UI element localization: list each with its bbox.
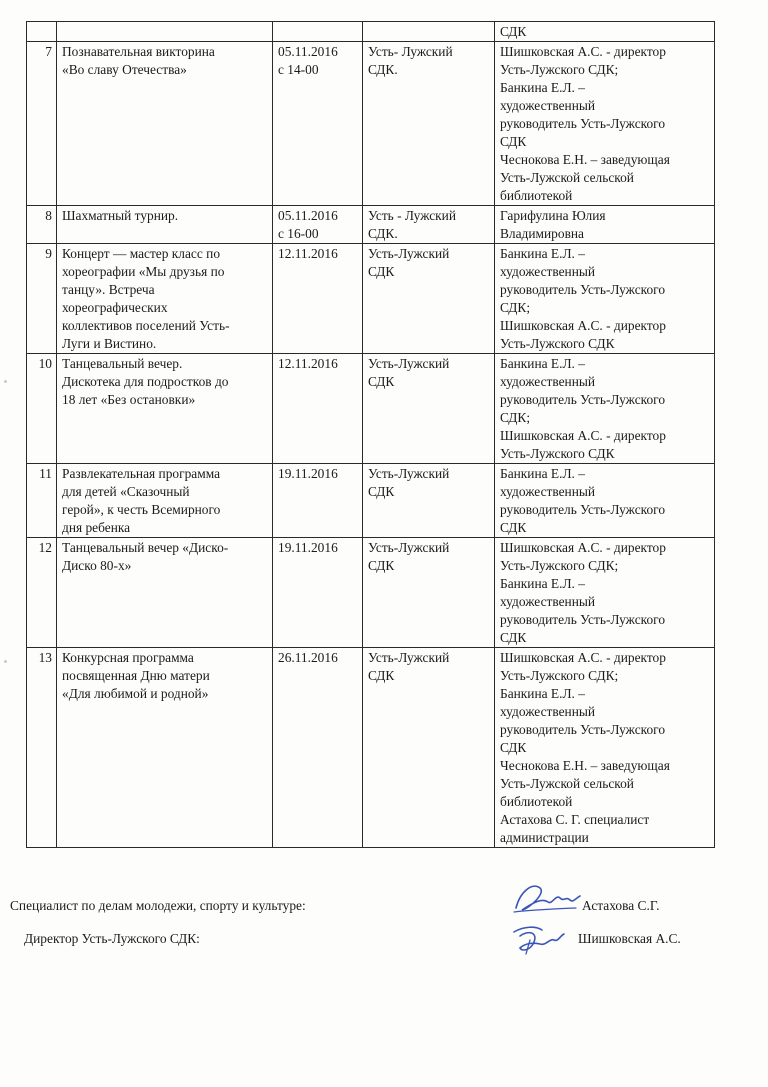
responsible-cell (495, 354, 715, 464)
responsible-cell-line: Усть-Лужской сельской (500, 776, 634, 791)
responsible-cell (495, 42, 715, 206)
date-cell-line: 19.11.2016 (278, 540, 338, 555)
place-cell-line: Усть-Лужский (368, 356, 450, 371)
responsible-cell-line: Банкина Е.Л. – (500, 246, 585, 261)
place-cell-line: Усть-Лужский (368, 246, 450, 261)
event-cell-line: Шахматный турнир. (62, 208, 179, 223)
responsible-cell-line: СДК (500, 24, 527, 39)
event-cell-line: Танцевальный вечер «Диско- (62, 540, 229, 555)
responsible-cell-line: художественный (500, 484, 596, 499)
row-number-cell: 9 (27, 244, 57, 354)
responsible-cell-line: Шишковская А.С. - директор (500, 428, 666, 443)
date-cell-line: с 14-00 (278, 62, 319, 77)
responsible-cell-line: Чеснокова Е.Н. – заведующая (500, 152, 670, 167)
event-cell (57, 648, 273, 848)
date-cell-line: 05.11.2016 (278, 44, 338, 59)
date-cell-line: 12.11.2016 (278, 356, 338, 371)
event-cell (57, 22, 273, 42)
event-cell-line: посвященная Дню матери (62, 668, 210, 683)
table-row (27, 206, 715, 244)
responsible-cell-line: Усть-Лужского СДК (500, 336, 615, 351)
responsible-cell-line: СДК (500, 134, 527, 149)
date-cell (273, 22, 363, 42)
event-cell (57, 244, 273, 354)
row-number-cell: 12 (27, 538, 57, 648)
event-cell-line: «Во славу Отечества» (62, 62, 187, 77)
place-cell-line: СДК (368, 264, 395, 279)
responsible-cell-line: Усть-Лужского СДК; (500, 62, 619, 77)
responsible-cell-line: Гарифулина Юлия (500, 208, 606, 223)
responsible-cell-line: Астахова С. Г. специалист (500, 812, 650, 827)
responsible-cell (495, 22, 715, 42)
place-cell-line: СДК. (368, 62, 398, 77)
signature-specialist-icon (510, 878, 582, 918)
place-cell-line: СДК. (368, 226, 398, 241)
responsible-cell-line: Усть-Лужского СДК; (500, 558, 619, 573)
event-cell-line: «Для любимой и родной» (62, 686, 209, 701)
responsible-cell-line: Усть-Лужской сельской (500, 170, 634, 185)
event-cell (57, 42, 273, 206)
responsible-cell-line: художественный (500, 264, 596, 279)
table-row (27, 22, 715, 42)
responsible-cell-line: библиотекой (500, 188, 573, 203)
responsible-cell-line: СДК; (500, 300, 531, 315)
table-row (27, 464, 715, 538)
date-cell (273, 42, 363, 206)
row-number-cell: 13 (27, 648, 57, 848)
date-cell-line: 19.11.2016 (278, 466, 338, 481)
date-cell-line: 26.11.2016 (278, 650, 338, 665)
responsible-cell-line: руководитель Усть-Лужского (500, 282, 666, 297)
place-cell-line: Усть-Лужский (368, 650, 450, 665)
date-cell (273, 648, 363, 848)
event-cell (57, 464, 273, 538)
responsible-cell-line: Банкина Е.Л. – (500, 576, 585, 591)
place-cell-line: Усть-Лужский (368, 540, 450, 555)
table-row (27, 648, 715, 848)
place-cell (363, 464, 495, 538)
scan-mark (4, 660, 7, 663)
event-cell-line: дня ребенка (62, 520, 131, 535)
event-cell-line: Луги и Вистино. (62, 336, 157, 351)
place-cell (363, 648, 495, 848)
responsible-cell-line: СДК (500, 630, 527, 645)
responsible-cell-line: руководитель Усть-Лужского (500, 392, 666, 407)
responsible-cell (495, 648, 715, 848)
place-cell-line: СДК (368, 484, 395, 499)
responsible-cell-line: Банкина Е.Л. – (500, 356, 585, 371)
event-cell-line: Концерт — мастер класс по (62, 246, 221, 261)
responsible-cell-line: Усть-Лужского СДК (500, 446, 615, 461)
responsible-cell (495, 464, 715, 538)
responsible-cell (495, 244, 715, 354)
date-cell (273, 206, 363, 244)
place-cell-line: Усть - Лужский (368, 208, 456, 223)
event-cell-line: для детей «Сказочный (62, 484, 190, 499)
event-cell-line: Танцевальный вечер. (62, 356, 183, 371)
footer-name-director: Шишковская А.С. (578, 931, 681, 946)
event-cell-line: танцу». Встреча (62, 282, 155, 297)
table-row (27, 42, 715, 206)
event-cell-line: Дискотека для подростков до (62, 374, 229, 389)
date-cell (273, 354, 363, 464)
date-cell (273, 244, 363, 354)
event-cell-line: Развлекательная программа (62, 466, 221, 481)
place-cell (363, 206, 495, 244)
responsible-cell-line: художественный (500, 594, 596, 609)
table-row (27, 354, 715, 464)
place-cell-line: СДК (368, 558, 395, 573)
table-row (27, 538, 715, 648)
responsible-cell-line: Шишковская А.С. - директор (500, 44, 666, 59)
responsible-cell-line: Банкина Е.Л. – (500, 466, 585, 481)
responsible-cell-line: СДК (500, 740, 527, 755)
event-cell-line: 18 лет «Без остановки» (62, 392, 196, 407)
events-table-body (27, 22, 715, 848)
row-number-cell: 10 (27, 354, 57, 464)
place-cell (363, 42, 495, 206)
place-cell (363, 22, 495, 42)
place-cell (363, 538, 495, 648)
date-cell-line: 05.11.2016 (278, 208, 338, 223)
place-cell-line: СДК (368, 374, 395, 389)
responsible-cell (495, 538, 715, 648)
date-cell-line: 12.11.2016 (278, 246, 338, 261)
footer-role-specialist: Специалист по делам молодежи, спорту и культуре: (10, 898, 306, 913)
event-cell-line: Конкурсная программа (62, 650, 194, 665)
date-cell-line: с 16-00 (278, 226, 319, 241)
place-cell-line: Усть- Лужский (368, 44, 453, 59)
events-table (26, 21, 715, 848)
responsible-cell-line: Шишковская А.С. - директор (500, 540, 666, 555)
date-cell (273, 538, 363, 648)
event-cell-line: герой», к честь Всемирного (62, 502, 221, 517)
table-row (27, 244, 715, 354)
responsible-cell-line: руководитель Усть-Лужского (500, 502, 666, 517)
event-cell (57, 206, 273, 244)
place-cell (363, 354, 495, 464)
event-cell (57, 354, 273, 464)
responsible-cell-line: руководитель Усть-Лужского (500, 722, 666, 737)
responsible-cell-line: библиотекой (500, 794, 573, 809)
responsible-cell-line: Шишковская А.С. - директор (500, 650, 666, 665)
event-cell-line: коллективов поселений Усть- (62, 318, 230, 333)
signature-director-icon (510, 918, 568, 958)
row-number-cell (27, 22, 57, 42)
event-cell (57, 538, 273, 648)
responsible-cell-line: СДК; (500, 410, 531, 425)
place-cell (363, 244, 495, 354)
date-cell (273, 464, 363, 538)
row-number-cell: 11 (27, 464, 57, 538)
row-number-cell: 7 (27, 42, 57, 206)
responsible-cell-line: художественный (500, 374, 596, 389)
place-cell-line: Усть-Лужский (368, 466, 450, 481)
responsible-cell-line: Банкина Е.Л. – (500, 686, 585, 701)
responsible-cell-line: Шишковская А.С. - директор (500, 318, 666, 333)
responsible-cell-line: Владимировна (500, 226, 584, 241)
place-cell-line: СДК (368, 668, 395, 683)
responsible-cell-line: СДК (500, 520, 527, 535)
row-number-cell: 8 (27, 206, 57, 244)
event-cell-line: Познавательная викторина (62, 44, 215, 59)
responsible-cell-line: руководитель Усть-Лужского (500, 612, 666, 627)
responsible-cell-line: руководитель Усть-Лужского (500, 116, 666, 131)
responsible-cell-line: Банкина Е.Л. – (500, 80, 585, 95)
responsible-cell-line: художественный (500, 704, 596, 719)
responsible-cell-line: администрации (500, 830, 589, 845)
event-cell-line: Диско 80-х» (62, 558, 132, 573)
responsible-cell-line: Чеснокова Е.Н. – заведующая (500, 758, 670, 773)
event-cell-line: хореографических (62, 300, 168, 315)
scan-mark (4, 380, 7, 383)
footer-role-director: Директор Усть-Лужского СДК: (24, 931, 200, 946)
responsible-cell-line: Усть-Лужского СДК; (500, 668, 619, 683)
event-cell-line: хореографии «Мы друзья по (62, 264, 225, 279)
footer-name-specialist: Астахова С.Г. (582, 898, 660, 913)
responsible-cell (495, 206, 715, 244)
responsible-cell-line: художественный (500, 98, 596, 113)
